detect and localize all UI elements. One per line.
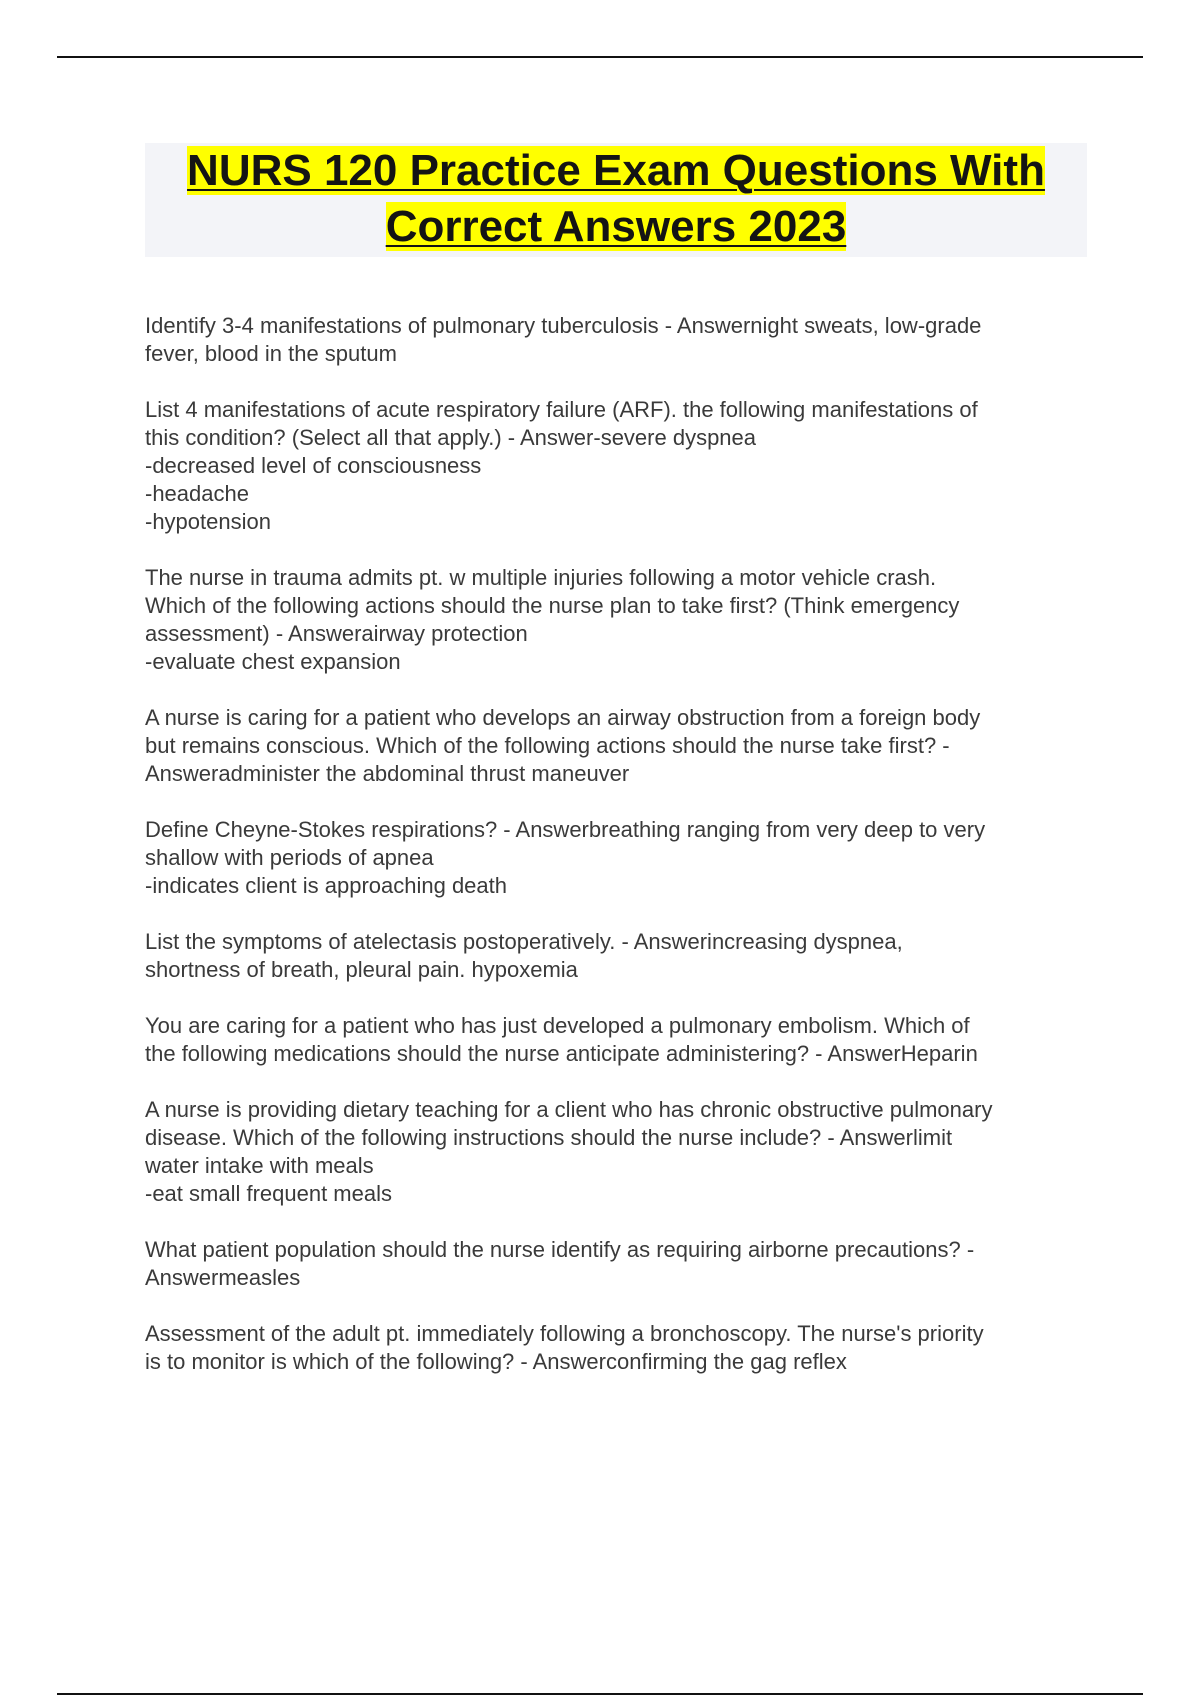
- qa-text-line: shortness of breath, pleural pain. hypoxemia: [145, 957, 578, 982]
- qa-text-line: -evaluate chest expansion: [145, 649, 401, 674]
- qa-text-line: this condition? (Select all that apply.) - Answer-severe dyspnea: [145, 425, 757, 450]
- qa-text-line: -indicates client is approaching death: [145, 873, 508, 898]
- qa-text-line: Identify 3-4 manifestations of pulmonary tuberculosis - Answernight sweats, low-grade: [145, 313, 982, 338]
- title-line-2: Correct Answers 2023: [385, 202, 847, 251]
- qa-text-line: water intake with meals: [145, 1153, 374, 1178]
- top-rule: [57, 56, 1143, 58]
- qa-text-line: The nurse in trauma admits pt. w multiple injuries following a motor vehicle crash.: [145, 565, 937, 590]
- question-answer-item: [145, 1236, 1087, 1292]
- qa-text-line: Answermeasles: [145, 1265, 301, 1290]
- qa-text-line: Answeradminister the abdominal thrust maneuver: [145, 761, 630, 786]
- qa-text-line: the following medications should the nurse anticipate administering? - AnswerHeparin: [145, 1041, 978, 1066]
- qa-text-line: A nurse is providing dietary teaching for a client who has chronic obstructive pulmonary: [145, 1097, 993, 1122]
- qa-text-line: List the symptoms of atelectasis postoperatively. - Answerincreasing dyspnea,: [145, 929, 903, 954]
- question-answer-item: [145, 396, 1087, 536]
- qa-text-line: -headache: [145, 481, 249, 506]
- document-title: [145, 143, 1087, 257]
- question-answer-item: [145, 564, 1087, 676]
- question-answer-item: [145, 312, 1087, 368]
- qa-text-line: disease. Which of the following instructions should the nurse include? - Answerlimit: [145, 1125, 953, 1150]
- question-list: [145, 312, 1087, 1404]
- qa-text-line: but remains conscious. Which of the following actions should the nurse take first? -: [145, 733, 950, 758]
- qa-text-line: What patient population should the nurse identify as requiring airborne precautions? -: [145, 1237, 975, 1262]
- qa-text-line: -eat small frequent meals: [145, 1181, 392, 1206]
- qa-text-line: is to monitor is which of the following? - Answerconfirming the gag reflex: [145, 1349, 847, 1374]
- qa-text-line: You are caring for a patient who has just developed a pulmonary embolism. Which of: [145, 1013, 970, 1038]
- qa-text-line: -decreased level of consciousness: [145, 453, 482, 478]
- qa-text-line: Define Cheyne-Stokes respirations? - Answerbreathing ranging from very deep to very: [145, 817, 986, 842]
- qa-text-line: List 4 manifestations of acute respiratory failure (ARF). the following manifestations of: [145, 397, 978, 422]
- qa-text-line: Which of the following actions should the nurse plan to take first? (Think emergency: [145, 593, 960, 618]
- bottom-rule: [57, 1693, 1143, 1695]
- qa-text-line: -hypotension: [145, 509, 271, 534]
- qa-text-line: Assessment of the adult pt. immediately following a bronchoscopy. The nurse's priority: [145, 1321, 984, 1346]
- title-line-1: NURS 120 Practice Exam Questions With: [187, 146, 1045, 195]
- qa-text-line: shallow with periods of apnea: [145, 845, 434, 870]
- question-answer-item: [145, 1012, 1087, 1068]
- question-answer-item: [145, 1320, 1087, 1376]
- qa-text-line: assessment) - Answerairway protection: [145, 621, 528, 646]
- question-answer-item: [145, 1096, 1087, 1208]
- question-answer-item: [145, 928, 1087, 984]
- question-answer-item: [145, 816, 1087, 900]
- question-answer-item: [145, 704, 1087, 788]
- qa-text-line: fever, blood in the sputum: [145, 341, 397, 366]
- qa-text-line: A nurse is caring for a patient who develops an airway obstruction from a foreign body: [145, 705, 981, 730]
